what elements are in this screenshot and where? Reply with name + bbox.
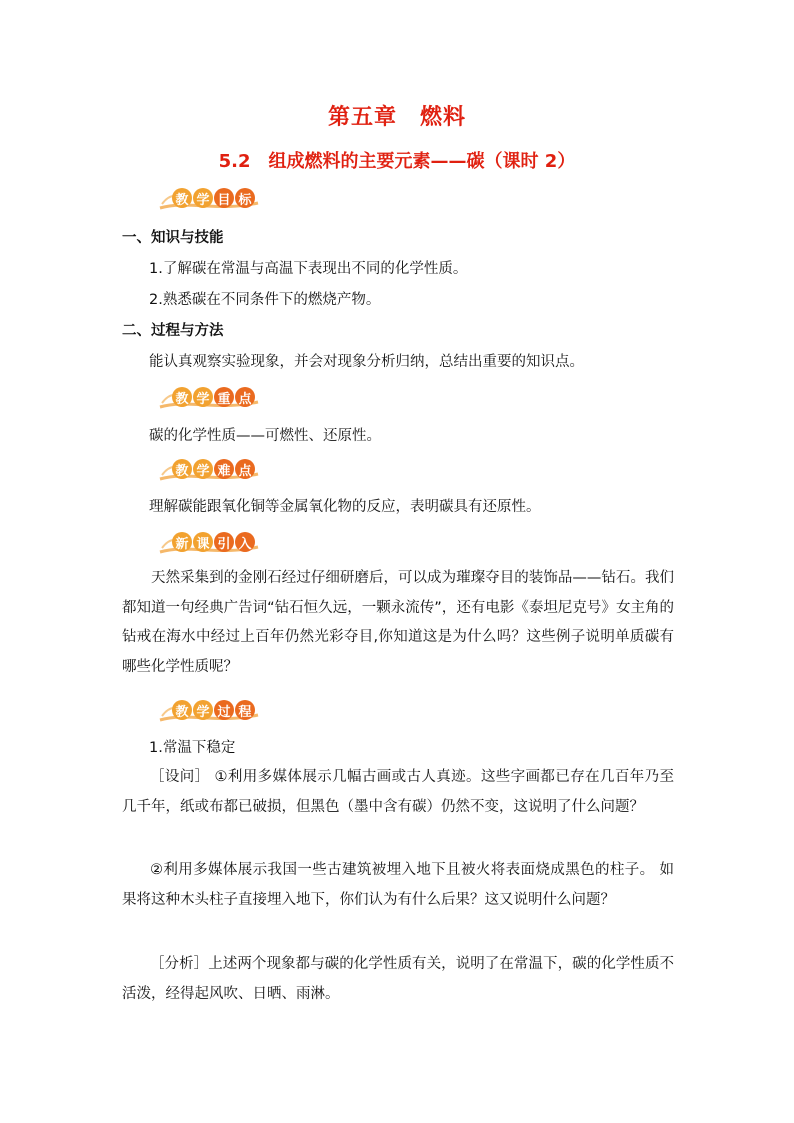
badge-char: 重: [214, 387, 234, 407]
method-text: 能认真观察实验现象，并会对现象分析归纳，总结出重要的知识点。: [149, 354, 584, 370]
badge-char: 新: [172, 532, 192, 552]
process-question-2: ②利用多媒体展示我国一些古建筑被埋入地下且被火将表面烧成黑色的柱子。 如果将这种木头柱子直接埋入地下，你们认为有什么后果？这又说明什么问题？: [122, 862, 674, 908]
badge-char: 学: [193, 188, 213, 208]
badge-char: 点: [235, 459, 255, 479]
process-analysis: ［分析］上述两个现象都与碳的化学性质有关，说明了在常温下，碳的化学性质不活泼，经得起风吹、日晒、雨淋。: [122, 956, 674, 1002]
badge-teaching-objectives: [158, 186, 268, 212]
intro-paragraph: 天然采集到的金刚石经过仔细研磨后，可以成为璀璨夺目的装饰品——钻石。我们都知道一句经典广告词“钻石恒久远，一颗永流传”，还有电影《泰坦尼克号》女主角的钻戒在海水中经过上百年仍然光彩夺目,你知道这是为什么吗？这些例子说明单质碳有哪些化学性质呢？: [122, 570, 674, 675]
badge-char: 引: [214, 532, 234, 552]
objective-item-1: 1.了解碳在常温与高温下表现出不同的化学性质。: [149, 261, 468, 277]
heading-knowledge-skills: 一、知识与技能: [122, 230, 224, 246]
heading-process-method: 二、过程与方法: [122, 323, 224, 339]
badge-char: 课: [193, 532, 213, 552]
badge-char: 点: [235, 387, 255, 407]
badge-key-points: [158, 385, 268, 411]
badge-char: 程: [235, 700, 255, 720]
badge-char: 教: [172, 387, 192, 407]
badge-char: 学: [193, 459, 213, 479]
process-question-1: ［设问］ ①利用多媒体展示几幅古画或古人真迹。这些字画都已存在几百年乃至几千年，纸或布都已破损，但黑色（墨中含有碳）仍然不变，这说明了什么问题？: [122, 769, 674, 815]
difficulties-text: 理解碳能跟氧化铜等金属氧化物的反应，表明碳具有还原性。: [149, 499, 541, 515]
badge-difficulties: [158, 457, 268, 483]
badge-char: 教: [172, 188, 192, 208]
badge-teaching-process: [158, 698, 268, 724]
badge-new-lesson-intro: [158, 530, 268, 556]
badge-char: 入: [235, 532, 255, 552]
badge-char: 目: [214, 188, 234, 208]
badge-char: 难: [214, 459, 234, 479]
lesson-title: 5.2 组成燃料的主要元素——碳（课时 2）: [218, 151, 576, 172]
badge-char: 教: [172, 459, 192, 479]
badge-char: 学: [193, 700, 213, 720]
objective-item-2: 2.熟悉碳在不同条件下的燃烧产物。: [149, 292, 381, 308]
badge-char: 标: [235, 188, 255, 208]
chapter-title: 第五章 燃料: [327, 105, 466, 130]
process-step-1: 1.常温下稳定: [149, 740, 236, 756]
badge-char: 学: [193, 387, 213, 407]
key-points-text: 碳的化学性质——可燃性、还原性。: [149, 428, 381, 444]
badge-char: 教: [172, 700, 192, 720]
badge-char: 过: [214, 700, 234, 720]
